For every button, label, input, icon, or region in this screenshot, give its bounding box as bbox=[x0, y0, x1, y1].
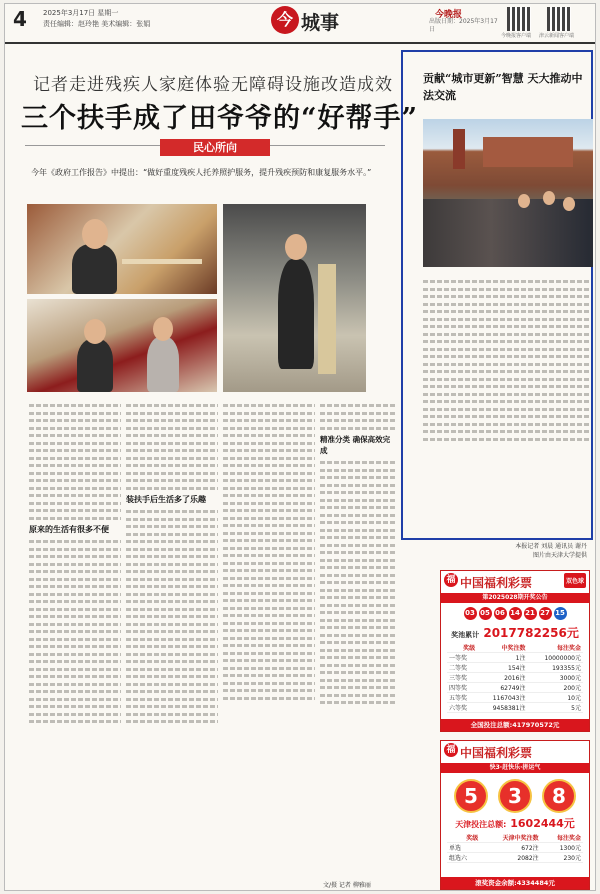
qr-code-icon bbox=[507, 7, 531, 31]
table-row bbox=[447, 673, 583, 683]
column-banner: 民心所向 bbox=[160, 139, 270, 156]
cell: 四等奖 bbox=[447, 683, 477, 693]
brand-name: 今晚报 bbox=[435, 10, 463, 20]
table-row bbox=[447, 653, 583, 663]
sales-value: 1602444元 bbox=[510, 817, 575, 830]
cell: 154注 bbox=[477, 663, 527, 673]
cell: 六等奖 bbox=[447, 703, 477, 713]
cell: 1167043注 bbox=[477, 693, 527, 703]
col-header: 奖级 bbox=[447, 833, 480, 843]
jackpot-label: 奖池累计 bbox=[451, 631, 480, 639]
sidebar-article bbox=[401, 50, 593, 540]
col-header: 奖级 bbox=[447, 643, 477, 653]
ad-brand: 中国福利彩票 bbox=[460, 746, 533, 760]
digit-ball: 3 bbox=[498, 779, 532, 813]
qr-caption: 津云新闻客户端 bbox=[539, 33, 575, 39]
photo-man-at-doorway bbox=[223, 204, 366, 392]
article-headline: 三个扶手成了田爷爷的“好帮手” bbox=[21, 103, 419, 134]
cell: 10元 bbox=[527, 693, 583, 703]
newspaper-page bbox=[4, 3, 596, 891]
article-lead: 今年《政府工作报告》中提出：“做好重度残疾人托养照护服务，提升残疾预防和康复服务水平。” bbox=[31, 168, 372, 177]
section-title: 城事 bbox=[301, 12, 340, 34]
digit-ball: 8 bbox=[542, 779, 576, 813]
page-number: 4 bbox=[13, 7, 27, 31]
table-row bbox=[447, 853, 583, 863]
cell: 10000000元 bbox=[527, 653, 583, 663]
article-column-4 bbox=[320, 401, 396, 871]
ad-subtitle: 第2025028期开奖公告 bbox=[441, 593, 589, 603]
cell: 组选六 bbox=[447, 853, 480, 863]
sidebar-body bbox=[423, 277, 589, 445]
cell: 1注 bbox=[477, 653, 527, 663]
header-meta bbox=[43, 8, 150, 30]
red-ball: 03 bbox=[464, 607, 477, 620]
lottery-ad-fast-3 bbox=[440, 740, 590, 890]
sales-total bbox=[441, 815, 589, 831]
cell: 62749注 bbox=[477, 683, 527, 693]
digit-ball: 5 bbox=[454, 779, 488, 813]
editor-credits: 责任编辑：赵玲艳 美术编辑：张娟 bbox=[43, 20, 151, 28]
ad-game-name: 双色球 bbox=[564, 573, 586, 588]
jackpot bbox=[441, 624, 589, 641]
winning-numbers bbox=[441, 603, 589, 624]
cell: 1300元 bbox=[541, 843, 583, 853]
photo-handrail-bedroom bbox=[27, 204, 217, 294]
prize-table bbox=[447, 643, 583, 713]
cell: 672注 bbox=[480, 843, 540, 853]
ad-subtitle: 快3·赶快乐·拼运气 bbox=[441, 763, 589, 773]
issue-date: 2025年3月17日 星期一 bbox=[43, 9, 119, 17]
cell: 230元 bbox=[541, 853, 583, 863]
cell: 2082注 bbox=[480, 853, 540, 863]
col-header: 中奖注数 bbox=[477, 643, 527, 653]
sidebar-headline: 贡献“城市更新”智慧 天大推动中法交流 bbox=[423, 72, 583, 102]
cell: 200元 bbox=[527, 683, 583, 693]
welfare-lottery-logo-icon: 福 bbox=[444, 573, 458, 587]
section-head: 精准分类 确保高效完成 bbox=[320, 435, 391, 455]
cell: 193355元 bbox=[527, 663, 583, 673]
ad-brand: 中国福利彩票 bbox=[460, 576, 533, 590]
sidebar-photo-credit: 图片由天津大学提供 bbox=[532, 552, 587, 559]
article-column-3 bbox=[223, 401, 315, 876]
table-row bbox=[447, 843, 583, 853]
article-subheadline: 记者走进残疾人家庭体验无障碍设施改造成效 bbox=[33, 75, 393, 95]
cell: 单选 bbox=[447, 843, 480, 853]
col-header: 每注奖金 bbox=[527, 643, 583, 653]
cell: 五等奖 bbox=[447, 693, 477, 703]
cell: 二等奖 bbox=[447, 663, 477, 673]
red-ball: 06 bbox=[494, 607, 507, 620]
welfare-lottery-logo-icon: 福 bbox=[444, 743, 458, 757]
prize-table bbox=[447, 833, 583, 863]
ad-footer: 全国投注总额:417970572元 bbox=[441, 719, 589, 731]
cell: 2016注 bbox=[477, 673, 527, 683]
red-ball: 14 bbox=[509, 607, 522, 620]
section-logo-icon: 今 bbox=[271, 6, 299, 34]
cell: 三等奖 bbox=[447, 673, 477, 683]
jackpot-value: 2017782256元 bbox=[483, 626, 579, 640]
brand-sub: 出版日期：2025年3月17日 bbox=[429, 18, 498, 33]
ad-footer: 滚奖资金余额:4334484元 bbox=[441, 877, 589, 889]
section-head: 装扶手后生活多了乐趣 bbox=[126, 494, 206, 504]
blue-ball: 15 bbox=[554, 607, 567, 620]
table-row bbox=[447, 693, 583, 703]
red-ball: 27 bbox=[539, 607, 552, 620]
photo-elderly-couple-sofa bbox=[27, 299, 217, 392]
qr-code-icon bbox=[547, 7, 571, 31]
winning-digits bbox=[441, 773, 589, 815]
cell: 5元 bbox=[527, 703, 583, 713]
col-header: 天津中奖注数 bbox=[480, 833, 540, 843]
sidebar-caption bbox=[477, 542, 587, 560]
article-byline: 文/摄 记者 柳雅丽 bbox=[323, 882, 371, 889]
red-ball: 21 bbox=[524, 607, 537, 620]
page-header bbox=[5, 4, 595, 44]
table-row bbox=[447, 683, 583, 693]
col-header: 每注奖金 bbox=[541, 833, 583, 843]
cell: 9458381注 bbox=[477, 703, 527, 713]
photo-visitors-at-heritage-site bbox=[423, 119, 593, 267]
sidebar-reporter: 本报记者 刘晨 通讯员 谢丹 bbox=[515, 543, 587, 550]
section-head: 原来的生活有很多不便 bbox=[29, 524, 109, 534]
table-row bbox=[447, 663, 583, 673]
lottery-ad-double-color-ball bbox=[440, 570, 590, 732]
table-row bbox=[447, 703, 583, 713]
cell: 3000元 bbox=[527, 673, 583, 683]
article-column-2 bbox=[126, 401, 218, 876]
article-column-1 bbox=[29, 401, 121, 876]
red-ball: 05 bbox=[479, 607, 492, 620]
sales-label: 天津投注总额: bbox=[455, 820, 507, 829]
cell: 一等奖 bbox=[447, 653, 477, 663]
qr-caption: 今晚报客户端 bbox=[501, 33, 532, 39]
